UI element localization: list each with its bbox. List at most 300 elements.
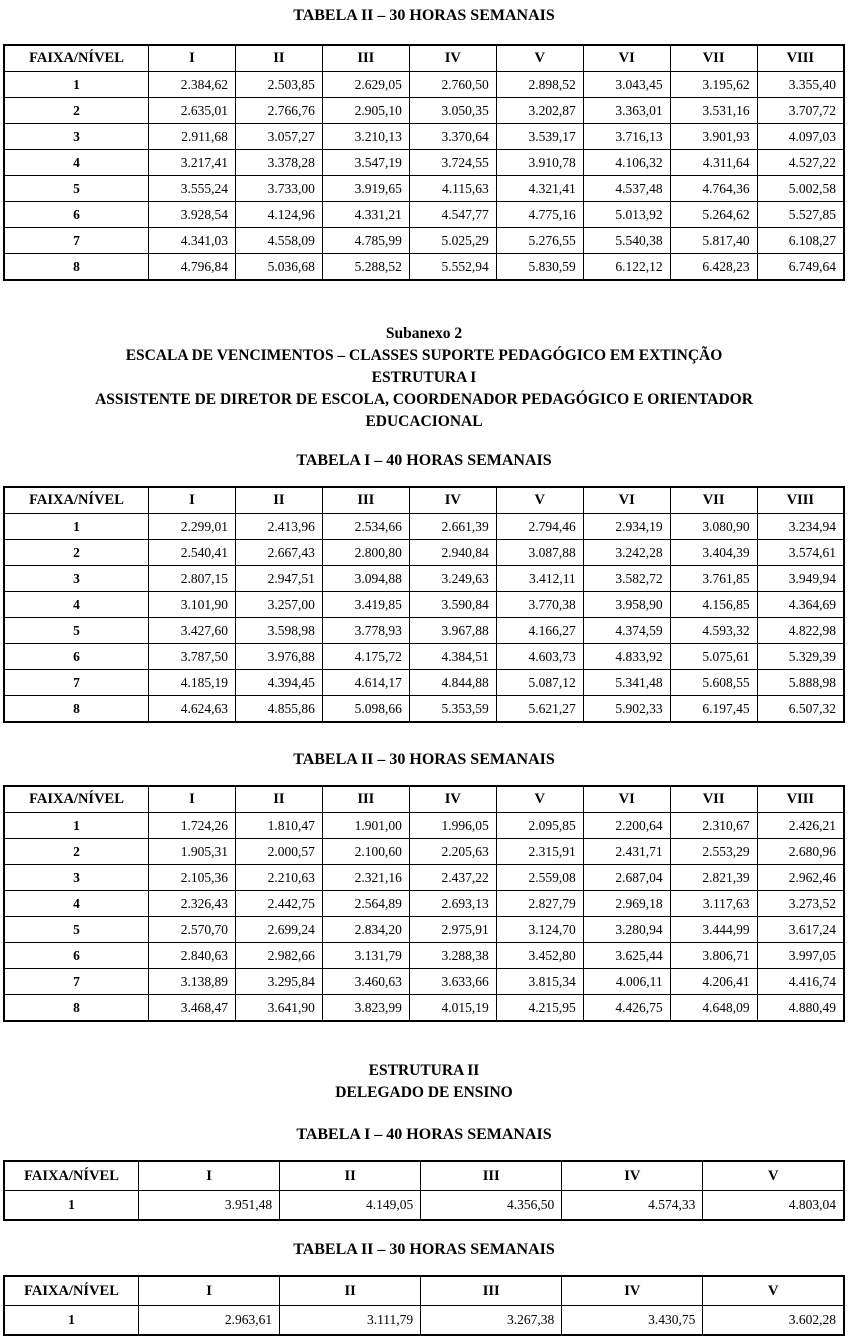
value-cell: 3.460,63 <box>322 969 409 995</box>
value-cell: 1.901,00 <box>322 813 409 839</box>
value-cell: 3.761,85 <box>670 566 757 592</box>
value-cell: 5.830,59 <box>496 254 583 281</box>
value-cell: 2.760,50 <box>409 72 496 98</box>
value-cell: 3.444,99 <box>670 917 757 943</box>
cargos-title-line-1: ASSISTENTE DE DIRETOR DE ESCOLA, COORDENADOR PEDAGÓGICO E ORIENTADOR <box>95 391 753 408</box>
value-cell: 3.582,72 <box>583 566 670 592</box>
value-cell: 2.564,89 <box>322 891 409 917</box>
value-cell: 2.661,39 <box>409 514 496 540</box>
value-cell: 4.785,99 <box>322 228 409 254</box>
value-cell: 1.905,31 <box>149 839 236 865</box>
subanexo-heading-block <box>3 323 845 433</box>
value-cell: 3.547,19 <box>322 150 409 176</box>
value-cell: 6.428,23 <box>670 254 757 281</box>
value-cell: 2.503,85 <box>235 72 322 98</box>
table-row <box>4 1306 844 1336</box>
value-cell: 4.356,50 <box>421 1191 562 1221</box>
value-cell: 5.087,12 <box>496 670 583 696</box>
value-cell: 3.724,55 <box>409 150 496 176</box>
value-cell: 3.625,44 <box>583 943 670 969</box>
value-cell: 4.124,96 <box>235 202 322 228</box>
value-cell: 3.131,79 <box>322 943 409 969</box>
value-cell: 3.919,65 <box>322 176 409 202</box>
value-cell: 4.166,27 <box>496 618 583 644</box>
value-cell: 6.122,12 <box>583 254 670 281</box>
value-cell: 3.195,62 <box>670 72 757 98</box>
value-cell: 2.963,61 <box>139 1306 280 1336</box>
value-cell: 5.013,92 <box>583 202 670 228</box>
row-label: 7 <box>4 969 149 995</box>
col-header-viii: VIII <box>757 487 844 514</box>
value-cell: 4.537,48 <box>583 176 670 202</box>
value-cell: 5.552,94 <box>409 254 496 281</box>
col-header-viii: VIII <box>757 786 844 813</box>
value-cell: 3.633,66 <box>409 969 496 995</box>
value-cell: 4.880,49 <box>757 995 844 1022</box>
value-cell: 4.097,03 <box>757 124 844 150</box>
table-row <box>4 202 844 228</box>
value-cell: 4.624,63 <box>149 696 236 723</box>
col-header-iv: IV <box>409 786 496 813</box>
value-cell: 3.617,24 <box>757 917 844 943</box>
value-cell: 4.374,59 <box>583 618 670 644</box>
value-cell: 2.947,51 <box>235 566 322 592</box>
col-header-iii: III <box>322 487 409 514</box>
value-cell: 4.822,98 <box>757 618 844 644</box>
value-cell: 2.095,85 <box>496 813 583 839</box>
value-cell: 2.699,24 <box>235 917 322 943</box>
value-cell: 5.329,39 <box>757 644 844 670</box>
value-cell: 3.217,41 <box>149 150 236 176</box>
col-header-i: I <box>149 786 236 813</box>
table-row <box>4 592 844 618</box>
value-cell: 4.764,36 <box>670 176 757 202</box>
table-row <box>4 943 844 969</box>
table-row <box>4 670 844 696</box>
value-cell: 2.827,79 <box>496 891 583 917</box>
value-cell: 2.205,63 <box>409 839 496 865</box>
row-label: 3 <box>4 566 149 592</box>
value-cell: 2.100,60 <box>322 839 409 865</box>
value-cell: 4.149,05 <box>280 1191 421 1221</box>
value-cell: 4.341,03 <box>149 228 236 254</box>
value-cell: 3.910,78 <box>496 150 583 176</box>
value-cell: 3.280,94 <box>583 917 670 943</box>
col-header-ii: II <box>235 786 322 813</box>
col-header-vi: VI <box>583 786 670 813</box>
value-cell: 2.559,08 <box>496 865 583 891</box>
value-cell: 3.928,54 <box>149 202 236 228</box>
table-row <box>4 1191 844 1221</box>
value-cell: 2.570,70 <box>149 917 236 943</box>
table-title-e1-30h: TABELA II – 30 HORAS SEMANAIS <box>293 751 555 768</box>
salary-table-e2-40h <box>3 1160 845 1221</box>
value-cell: 2.000,57 <box>235 839 322 865</box>
col-header-ii: II <box>280 1276 421 1306</box>
table-title-30h-top: TABELA II – 30 HORAS SEMANAIS <box>293 7 555 24</box>
value-cell: 2.962,46 <box>757 865 844 891</box>
value-cell: 3.242,28 <box>583 540 670 566</box>
salary-table-e1-40h <box>3 486 845 723</box>
value-cell: 2.911,68 <box>149 124 236 150</box>
value-cell: 2.442,75 <box>235 891 322 917</box>
table-row <box>4 891 844 917</box>
value-cell: 3.823,99 <box>322 995 409 1022</box>
value-cell: 3.124,70 <box>496 917 583 943</box>
value-cell: 4.311,64 <box>670 150 757 176</box>
value-cell: 2.667,43 <box>235 540 322 566</box>
col-header-v: V <box>496 487 583 514</box>
salary-table-30h-top <box>3 44 845 281</box>
value-cell: 3.087,88 <box>496 540 583 566</box>
value-cell: 5.888,98 <box>757 670 844 696</box>
row-label: 4 <box>4 891 149 917</box>
col-header-iii: III <box>421 1276 562 1306</box>
value-cell: 2.898,52 <box>496 72 583 98</box>
row-label: 2 <box>4 98 149 124</box>
table-row <box>4 696 844 723</box>
value-cell: 5.002,58 <box>757 176 844 202</box>
col-header-iv: IV <box>409 45 496 72</box>
col-header-v: V <box>496 45 583 72</box>
value-cell: 4.803,04 <box>703 1191 844 1221</box>
value-cell: 6.108,27 <box>757 228 844 254</box>
value-cell: 3.958,90 <box>583 592 670 618</box>
value-cell: 4.844,88 <box>409 670 496 696</box>
row-label: 5 <box>4 618 149 644</box>
value-cell: 4.416,74 <box>757 969 844 995</box>
value-cell: 2.431,71 <box>583 839 670 865</box>
col-header-ii: II <box>280 1161 421 1191</box>
value-cell: 3.295,84 <box>235 969 322 995</box>
value-cell: 3.539,17 <box>496 124 583 150</box>
value-cell: 4.394,45 <box>235 670 322 696</box>
value-cell: 2.693,13 <box>409 891 496 917</box>
table-row <box>4 124 844 150</box>
value-cell: 5.075,61 <box>670 644 757 670</box>
value-cell: 4.156,85 <box>670 592 757 618</box>
value-cell: 4.015,19 <box>409 995 496 1022</box>
value-cell: 3.249,63 <box>409 566 496 592</box>
value-cell: 3.057,27 <box>235 124 322 150</box>
value-cell: 5.902,33 <box>583 696 670 723</box>
table-header-row <box>4 1276 844 1306</box>
value-cell: 2.940,84 <box>409 540 496 566</box>
value-cell: 3.707,72 <box>757 98 844 124</box>
value-cell: 2.299,01 <box>149 514 236 540</box>
value-cell: 1.996,05 <box>409 813 496 839</box>
row-label: 2 <box>4 839 149 865</box>
col-header-vii: VII <box>670 45 757 72</box>
col-header-viii: VIII <box>757 45 844 72</box>
value-cell: 3.094,88 <box>322 566 409 592</box>
value-cell: 4.648,09 <box>670 995 757 1022</box>
value-cell: 3.430,75 <box>562 1306 703 1336</box>
value-cell: 5.036,68 <box>235 254 322 281</box>
value-cell: 3.138,89 <box>149 969 236 995</box>
value-cell: 4.185,19 <box>149 670 236 696</box>
row-label: 1 <box>4 1191 139 1221</box>
value-cell: 3.598,98 <box>235 618 322 644</box>
value-cell: 3.555,24 <box>149 176 236 202</box>
row-label: 1 <box>4 72 149 98</box>
value-cell: 1.724,26 <box>149 813 236 839</box>
col-header-iii: III <box>322 786 409 813</box>
row-label: 8 <box>4 696 149 723</box>
value-cell: 2.905,10 <box>322 98 409 124</box>
value-cell: 4.593,32 <box>670 618 757 644</box>
value-cell: 4.115,63 <box>409 176 496 202</box>
value-cell: 4.215,95 <box>496 995 583 1022</box>
col-header-faixa-nivel: FAIXA/NÍVEL <box>4 487 149 514</box>
row-label: 4 <box>4 592 149 618</box>
value-cell: 2.540,41 <box>149 540 236 566</box>
value-cell: 2.794,46 <box>496 514 583 540</box>
table-header-row <box>4 1161 844 1191</box>
value-cell: 2.982,66 <box>235 943 322 969</box>
value-cell: 2.629,05 <box>322 72 409 98</box>
col-header-iii: III <box>322 45 409 72</box>
value-cell: 6.507,32 <box>757 696 844 723</box>
value-cell: 3.901,93 <box>670 124 757 150</box>
value-cell: 3.267,38 <box>421 1306 562 1336</box>
cargos-title-line-2: EDUCACIONAL <box>365 413 483 430</box>
value-cell: 3.355,40 <box>757 72 844 98</box>
value-cell: 3.997,05 <box>757 943 844 969</box>
table-title-e2-40h: TABELA I – 40 HORAS SEMANAIS <box>296 1126 552 1143</box>
value-cell: 5.353,59 <box>409 696 496 723</box>
value-cell: 3.117,63 <box>670 891 757 917</box>
value-cell: 3.363,01 <box>583 98 670 124</box>
row-label: 1 <box>4 813 149 839</box>
value-cell: 3.378,28 <box>235 150 322 176</box>
value-cell: 5.025,29 <box>409 228 496 254</box>
value-cell: 5.341,48 <box>583 670 670 696</box>
value-cell: 4.574,33 <box>562 1191 703 1221</box>
value-cell: 3.043,45 <box>583 72 670 98</box>
value-cell: 6.749,64 <box>757 254 844 281</box>
value-cell: 3.590,84 <box>409 592 496 618</box>
col-header-v: V <box>703 1161 844 1191</box>
value-cell: 4.426,75 <box>583 995 670 1022</box>
value-cell: 3.412,11 <box>496 566 583 592</box>
value-cell: 3.641,90 <box>235 995 322 1022</box>
value-cell: 4.206,41 <box>670 969 757 995</box>
value-cell: 4.384,51 <box>409 644 496 670</box>
row-label: 2 <box>4 540 149 566</box>
value-cell: 2.807,15 <box>149 566 236 592</box>
table-row <box>4 917 844 943</box>
col-header-iv: IV <box>562 1161 703 1191</box>
value-cell: 2.800,80 <box>322 540 409 566</box>
value-cell: 2.687,04 <box>583 865 670 891</box>
value-cell: 2.105,36 <box>149 865 236 891</box>
table-title-e1-40h: TABELA I – 40 HORAS SEMANAIS <box>296 452 552 469</box>
col-header-iv: IV <box>562 1276 703 1306</box>
col-header-i: I <box>149 45 236 72</box>
value-cell: 3.273,52 <box>757 891 844 917</box>
value-cell: 3.770,38 <box>496 592 583 618</box>
table-title-e2-30h: TABELA II – 30 HORAS SEMANAIS <box>293 1241 555 1258</box>
table-row <box>4 865 844 891</box>
col-header-vi: VI <box>583 45 670 72</box>
value-cell: 3.815,34 <box>496 969 583 995</box>
value-cell: 5.527,85 <box>757 202 844 228</box>
value-cell: 5.276,55 <box>496 228 583 254</box>
value-cell: 2.315,91 <box>496 839 583 865</box>
value-cell: 2.975,91 <box>409 917 496 943</box>
value-cell: 3.716,13 <box>583 124 670 150</box>
value-cell: 3.967,88 <box>409 618 496 644</box>
value-cell: 2.321,16 <box>322 865 409 891</box>
col-header-faixa-nivel: FAIXA/NÍVEL <box>4 786 149 813</box>
value-cell: 5.540,38 <box>583 228 670 254</box>
table-row <box>4 995 844 1022</box>
value-cell: 3.288,38 <box>409 943 496 969</box>
value-cell: 2.210,63 <box>235 865 322 891</box>
value-cell: 2.534,66 <box>322 514 409 540</box>
col-header-v: V <box>496 786 583 813</box>
value-cell: 4.855,86 <box>235 696 322 723</box>
table-row <box>4 98 844 124</box>
row-label: 6 <box>4 644 149 670</box>
value-cell: 3.574,61 <box>757 540 844 566</box>
value-cell: 3.951,48 <box>139 1191 280 1221</box>
value-cell: 3.210,13 <box>322 124 409 150</box>
value-cell: 2.310,67 <box>670 813 757 839</box>
table-row <box>4 618 844 644</box>
row-label: 8 <box>4 254 149 281</box>
col-header-faixa-nivel: FAIXA/NÍVEL <box>4 1161 139 1191</box>
value-cell: 3.101,90 <box>149 592 236 618</box>
table-header-row <box>4 45 844 72</box>
value-cell: 5.098,66 <box>322 696 409 723</box>
estrutura-2-heading-block <box>3 1060 845 1104</box>
table-row <box>4 254 844 281</box>
table-row <box>4 969 844 995</box>
table-row <box>4 514 844 540</box>
col-header-vii: VII <box>670 786 757 813</box>
value-cell: 3.787,50 <box>149 644 236 670</box>
table-row <box>4 839 844 865</box>
table-row <box>4 228 844 254</box>
value-cell: 6.197,45 <box>670 696 757 723</box>
value-cell: 3.949,94 <box>757 566 844 592</box>
value-cell: 2.384,62 <box>149 72 236 98</box>
value-cell: 3.234,94 <box>757 514 844 540</box>
col-header-faixa-nivel: FAIXA/NÍVEL <box>4 45 149 72</box>
row-label: 8 <box>4 995 149 1022</box>
col-header-ii: II <box>235 45 322 72</box>
value-cell: 4.547,77 <box>409 202 496 228</box>
value-cell: 4.796,84 <box>149 254 236 281</box>
value-cell: 3.452,80 <box>496 943 583 969</box>
value-cell: 2.635,01 <box>149 98 236 124</box>
value-cell: 5.288,52 <box>322 254 409 281</box>
value-cell: 2.426,21 <box>757 813 844 839</box>
value-cell: 2.200,64 <box>583 813 670 839</box>
value-cell: 5.621,27 <box>496 696 583 723</box>
value-cell: 4.833,92 <box>583 644 670 670</box>
value-cell: 3.602,28 <box>703 1306 844 1336</box>
col-header-i: I <box>139 1276 280 1306</box>
value-cell: 3.468,47 <box>149 995 236 1022</box>
value-cell: 3.419,85 <box>322 592 409 618</box>
value-cell: 4.527,22 <box>757 150 844 176</box>
col-header-vi: VI <box>583 487 670 514</box>
estrutura-1-title: ESTRUTURA I <box>371 369 477 386</box>
delegado-ensino-title: DELEGADO DE ENSINO <box>335 1084 513 1101</box>
col-header-iii: III <box>421 1161 562 1191</box>
value-cell: 2.821,39 <box>670 865 757 891</box>
value-cell: 2.834,20 <box>322 917 409 943</box>
salary-table-e2-30h <box>3 1275 845 1336</box>
escala-vencimentos-title: ESCALA DE VENCIMENTOS – CLASSES SUPORTE PEDAGÓGICO EM EXTINÇÃO <box>125 347 723 364</box>
row-label: 3 <box>4 124 149 150</box>
subanexo-title: Subanexo 2 <box>385 325 463 342</box>
value-cell: 4.006,11 <box>583 969 670 995</box>
value-cell: 3.976,88 <box>235 644 322 670</box>
row-label: 3 <box>4 865 149 891</box>
col-header-i: I <box>149 487 236 514</box>
row-label: 7 <box>4 228 149 254</box>
col-header-faixa-nivel: FAIXA/NÍVEL <box>4 1276 139 1306</box>
row-label: 1 <box>4 1306 139 1336</box>
value-cell: 2.934,19 <box>583 514 670 540</box>
table-row <box>4 540 844 566</box>
table-row <box>4 566 844 592</box>
row-label: 7 <box>4 670 149 696</box>
estrutura-2-title: ESTRUTURA II <box>368 1062 480 1079</box>
value-cell: 3.257,00 <box>235 592 322 618</box>
value-cell: 4.321,41 <box>496 176 583 202</box>
value-cell: 3.370,64 <box>409 124 496 150</box>
table-header-row <box>4 786 844 813</box>
value-cell: 2.326,43 <box>149 891 236 917</box>
value-cell: 5.817,40 <box>670 228 757 254</box>
value-cell: 4.603,73 <box>496 644 583 670</box>
col-header-ii: II <box>235 487 322 514</box>
table-row <box>4 813 844 839</box>
row-label: 6 <box>4 202 149 228</box>
value-cell: 3.806,71 <box>670 943 757 969</box>
value-cell: 1.810,47 <box>235 813 322 839</box>
value-cell: 3.427,60 <box>149 618 236 644</box>
row-label: 6 <box>4 943 149 969</box>
value-cell: 4.106,32 <box>583 150 670 176</box>
table-row <box>4 72 844 98</box>
row-label: 4 <box>4 150 149 176</box>
col-header-vii: VII <box>670 487 757 514</box>
col-header-i: I <box>139 1161 280 1191</box>
table-row <box>4 150 844 176</box>
col-header-iv: IV <box>409 487 496 514</box>
value-cell: 5.608,55 <box>670 670 757 696</box>
table-row <box>4 176 844 202</box>
value-cell: 4.614,17 <box>322 670 409 696</box>
value-cell: 2.553,29 <box>670 839 757 865</box>
value-cell: 2.413,96 <box>235 514 322 540</box>
value-cell: 3.050,35 <box>409 98 496 124</box>
value-cell: 3.531,16 <box>670 98 757 124</box>
value-cell: 4.364,69 <box>757 592 844 618</box>
value-cell: 3.080,90 <box>670 514 757 540</box>
value-cell: 2.766,76 <box>235 98 322 124</box>
row-label: 5 <box>4 917 149 943</box>
table-header-row <box>4 487 844 514</box>
row-label: 5 <box>4 176 149 202</box>
value-cell: 4.558,09 <box>235 228 322 254</box>
